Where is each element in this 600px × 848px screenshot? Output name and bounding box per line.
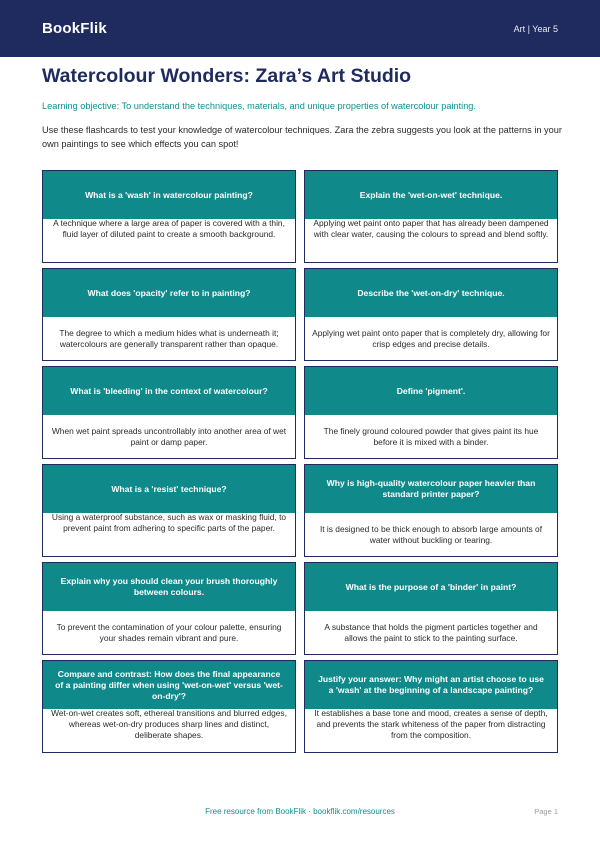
flashcard-answer: To prevent the contamination of your colour palette, ensuring your shades remain vibrant and pure. bbox=[56, 621, 282, 643]
flashcard-question: Explain the 'wet-on-wet' technique. bbox=[305, 171, 557, 219]
flashcard-question: Explain why you should clean your brush thoroughly between colours. bbox=[43, 563, 295, 611]
flashcard-answer: A substance that holds the pigment particles together and allows the paint to stick to the painting surface. bbox=[324, 621, 538, 643]
learning-objective: Learning objective: To understand the techniques, materials, and unique properties of watercolour painting. bbox=[42, 101, 476, 111]
brand-logo[interactable]: BookFlik bbox=[42, 20, 107, 37]
flashcard-answer: It establishes a base tone and mood, creates a sense of depth, and prevents the stark whiteness of the paper from distracting from the composition. bbox=[314, 708, 548, 740]
flashcard-question: Define 'pigment'. bbox=[305, 367, 557, 415]
footer-credit[interactable]: Free resource from BookFlik · bookflik.com/resources bbox=[205, 807, 395, 816]
flashcard bbox=[304, 562, 558, 655]
page-number: Page 1 bbox=[534, 807, 558, 816]
flashcard bbox=[304, 660, 558, 753]
flashcard-question: What is a 'wash' in watercolour painting? bbox=[43, 171, 295, 219]
subject-year-label: Art | Year 5 bbox=[513, 23, 558, 34]
flashcard bbox=[304, 366, 558, 459]
flashcard-answer: A technique where a large area of paper is covered with a thin, fluid layer of diluted paint to create a smooth background. bbox=[53, 218, 285, 239]
flashcard bbox=[42, 464, 296, 557]
flashcard bbox=[42, 268, 296, 361]
flashcard-question: Describe the 'wet-on-dry' technique. bbox=[305, 269, 557, 317]
flashcard-question: Justify your answer: Why might an artist choose to use a 'wash' at the beginning of a landscape painting? bbox=[305, 661, 557, 709]
flashcard bbox=[42, 660, 296, 753]
flashcard-answer: The degree to which a medium hides what is underneath it; watercolours are generally transparent rather than opaque. bbox=[59, 327, 279, 349]
top-bar bbox=[0, 0, 600, 57]
flashcard-grid bbox=[42, 170, 558, 755]
flashcard-question: What is the purpose of a 'binder' in paint? bbox=[305, 563, 557, 611]
flashcard-answer: It is designed to be thick enough to absorb large amounts of water without buckling or tearing. bbox=[319, 523, 543, 545]
flashcard-question: Why is high-quality watercolour paper heavier than standard printer paper? bbox=[305, 465, 557, 513]
flashcard bbox=[304, 268, 558, 361]
flashcard-answer: Applying wet paint onto paper that is completely dry, allowing for crisp edges and precise details. bbox=[312, 327, 550, 349]
flashcard-answer: Using a waterproof substance, such as wax or masking fluid, to prevent paint from adhering to specific parts of the paper. bbox=[51, 512, 287, 533]
flashcard bbox=[304, 170, 558, 263]
flashcard bbox=[42, 170, 296, 263]
flashcard-answer: Wet-on-wet creates soft, ethereal transitions and blurred edges, whereas wet-on-dry produces sharp lines and distinct, deliberate shapes. bbox=[51, 708, 287, 740]
flashcard-question: Compare and contrast: How does the final appearance of a painting differ when using 'wet-on-wet' versus 'wet-on-dry'? bbox=[43, 661, 295, 709]
flashcard-answer: The finely ground coloured powder that gives paint its hue before it is mixed with a binder. bbox=[323, 425, 539, 447]
flashcard-question: What is 'bleeding' in the context of watercolour? bbox=[43, 367, 295, 415]
flashcard-answer: Applying wet paint onto paper that has already been dampened with clear water, causing the colours to spread and blend softly. bbox=[313, 218, 549, 239]
page-title: Watercolour Wonders: Zara’s Art Studio bbox=[42, 65, 412, 87]
flashcard-question: What does 'opacity' refer to in painting? bbox=[43, 269, 295, 317]
flashcard bbox=[42, 562, 296, 655]
flashcard-question: What is a 'resist' technique? bbox=[43, 465, 295, 513]
flashcard bbox=[42, 366, 296, 459]
flashcard bbox=[304, 464, 558, 557]
intro-text: Use these flashcards to test your knowledge of watercolour techniques. Zara the zebra suggests you look at the patterns in your own paintings to see which effects you can spot! bbox=[42, 125, 562, 149]
flashcard-answer: When wet paint spreads uncontrollably into another area of wet paint or damp paper. bbox=[51, 425, 287, 447]
